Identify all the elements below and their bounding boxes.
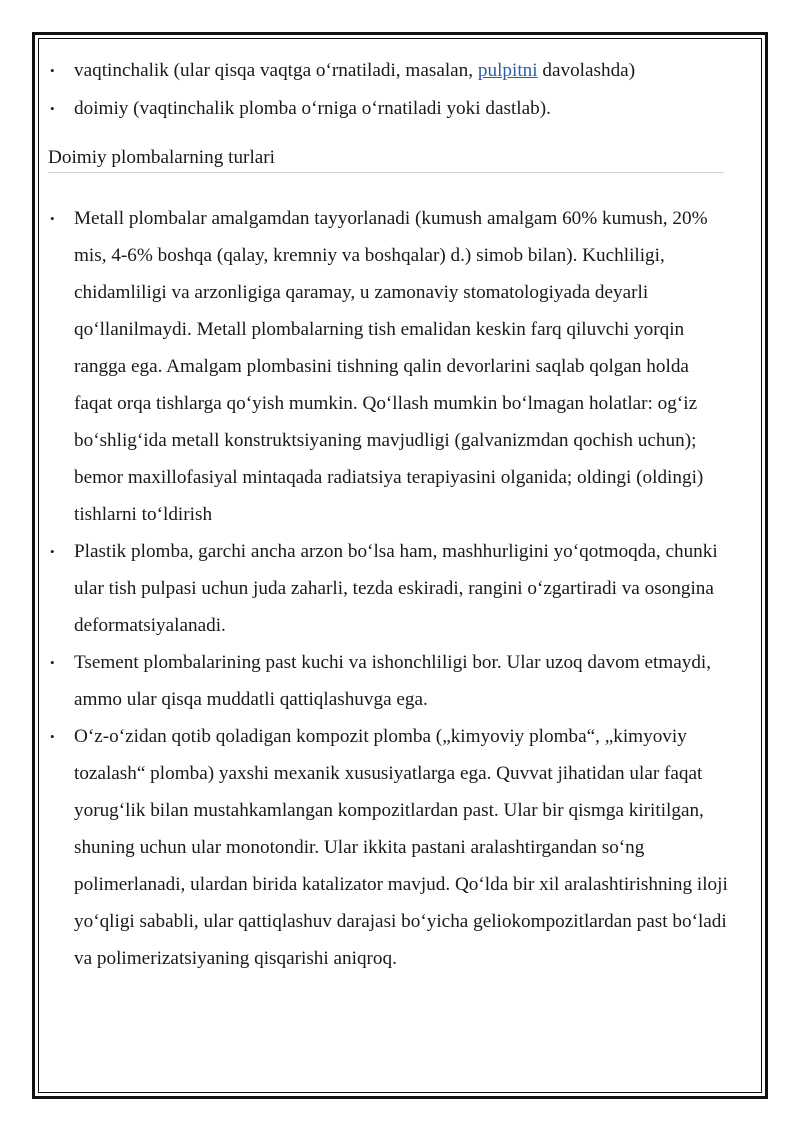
list-item-text: davolashda)	[537, 60, 636, 81]
list-item-text: Metall plombalar amalgamdan tayyorlanadi (kumush amalgam 60% kumush, 20% mis, 4-6% boshqa (qalay, kremniy va boshqalar) d.) simob bilan). Kuchliligi, chidamliligi va arzonligiga qaramay, u zamonaviy stomatologiyada deyarli qo‘llanilmaydi. Metall plombalarning tish emalidan keskin farq qiluvchi yorqin rangga ega. Amalgam plombasini tishning qalin devorlarini saqlab qolgan holda faqat orqa tishlarga qo‘yish mumkin. Qo‘llash mumkin bo‘lmagan holatlar: og‘iz bo‘shlig‘ida metall konstruktsiyaning mavjudligi (galvanizmdan qochish uchun); bemor maxillofasiyal mintaqada radiatsiya terapiyasini olganida; oldingi (oldingi) tishlarni to‘ldirish	[74, 208, 708, 525]
filling-duration-list	[48, 52, 728, 128]
document-body	[48, 52, 728, 977]
list-item-text: O‘z-o‘zidan qotib qoladigan kompozit plomba („kimyoviy plomba“, „kimyoviy tozalash“ plomba) yaxshi mexanik xususiyatlarga ega. Quvvat jihatidan ular faqat yorug‘lik bilan mustahkamlangan kompozitlardan past. Ular bir qismga kiritilgan, shuning uchun ular monotondir. Ular ikkita pastani aralashtirgandan so‘ng polimerlanadi, ulardan birida katalizator mavjud. Qo‘lda bir xil aralashtirishning iloji yo‘qligi sababli, ular qattiqlashuv darajasi bo‘yicha geliokompozitlardan past bo‘ladi va polimerizatsiyaning qisqarishi aniqroq.	[74, 726, 728, 969]
list-item-text: Tsement plombalarining past kuchi va ishonchliligi bor. Ular uzoq davom etmaydi, ammo ular qisqa muddatli qattiqlashuvga ega.	[74, 652, 712, 710]
pulpitni-link[interactable]: pulpitni	[477, 60, 538, 81]
list-item	[48, 52, 728, 90]
list-item-text: vaqtinchalik (ular qisqa vaqtga o‘rnatiladi, masalan,	[74, 60, 478, 81]
list-item-text: Plastik plomba, garchi ancha arzon bo‘lsa ham, mashhurligini yo‘qotmoqda, chunki ular tish pulpasi uchun juda zaharli, tezda eskiradi, rangini o‘zgartiradi va osongina deformatsiyalanadi.	[74, 541, 718, 636]
list-item	[48, 644, 728, 718]
list-item	[48, 200, 728, 533]
section-heading: Doimiy plombalarning turlari	[48, 145, 724, 173]
list-item	[48, 533, 728, 644]
list-item	[48, 90, 728, 128]
list-item	[48, 718, 728, 977]
list-item-text: doimiy (vaqtinchalik plomba o‘rniga o‘rnatiladi yoki dastlab).	[74, 98, 551, 119]
filling-types-list	[48, 200, 728, 977]
